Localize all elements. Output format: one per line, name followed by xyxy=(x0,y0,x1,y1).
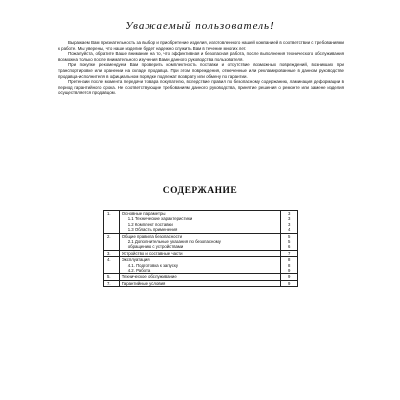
toc-page-number: 9 xyxy=(288,267,291,273)
toc-subsection-title: 4.2. Работа xyxy=(127,267,151,273)
toc-page-number: 3 xyxy=(288,216,291,222)
toc-section-number: 7. xyxy=(104,280,120,286)
intro-paragraph: Выражаем Вам признательность за выбор и приобретение изделия, изготовленного нашей компанией в соответствии с требованиями к работе. Мы уверены, что наше изделие будет надежно служить Вам в течение многих лет. xyxy=(58,40,344,51)
toc-section-number: 3. xyxy=(104,250,120,256)
toc-subsection-title: 1.1 Технические характеристики xyxy=(127,216,193,222)
toc-page-number: 9 xyxy=(288,274,291,280)
toc-page-numbers xyxy=(281,233,298,250)
toc-section-titles xyxy=(119,280,281,286)
toc-subsection-title: 2.1 Дополнительные указания по безопасному xyxy=(127,238,221,244)
toc-page-number: 9 xyxy=(288,280,291,286)
intro-paragraph: Пожалуйста, обратите Ваше внимание на то, что эффективная и безопасная работа, после выполнения технического обслуживания возможна только после внимательного изучения Вами данного руководства пользователя. xyxy=(58,51,344,62)
toc-row xyxy=(104,211,298,234)
toc-page-number: 3 xyxy=(288,211,291,216)
toc-section-number: 1. xyxy=(104,211,120,234)
toc-page-numbers xyxy=(281,280,298,286)
toc-row xyxy=(104,280,298,286)
intro-text xyxy=(58,40,344,96)
toc-section-title: Основные параметры xyxy=(121,211,166,216)
page-title: Уважаемый пользователь! xyxy=(125,20,275,32)
toc-row xyxy=(104,233,298,250)
toc-page-number: 8 xyxy=(288,262,291,268)
toc-page-number: 5 xyxy=(288,233,291,239)
toc-section-number: 4. xyxy=(104,257,120,274)
toc-section-number: 5. xyxy=(104,274,120,280)
toc-section-title: Устройство и составные части xyxy=(121,250,183,256)
toc-section-titles xyxy=(119,233,281,250)
toc-table xyxy=(103,210,298,287)
toc-section-titles xyxy=(119,257,281,274)
toc-section-titles xyxy=(119,211,281,234)
toc-section-title: Общие правила безопасности xyxy=(121,233,183,239)
toc-section-number: 2. xyxy=(104,233,120,250)
toc-section-title: Эксплуатация xyxy=(121,257,150,263)
toc-subsection-title: 4.1. Подготовка к запуску xyxy=(127,262,178,268)
toc-subsection-title: обращению с устройствами xyxy=(127,244,184,250)
toc-page-number: 6 xyxy=(288,244,291,250)
intro-paragraph: При покупке рекомендуем Вам проверить комплектность поставки и отсутствие возможных повреждений, возникших при транспортировке или хранении на складе продавца. При этом повреждения, отмеченные или рекламированные в данном руководстве продавца-исполнителя в официальном порядке подлежат возврату или обмену по гарантии. xyxy=(58,62,344,79)
toc-page-number: 3 xyxy=(288,221,291,227)
toc-page-number: 7 xyxy=(288,250,291,256)
toc-heading: СОДЕРЖАНИЕ xyxy=(162,186,238,196)
toc-subsection-title: 1.2 Комплект поставки xyxy=(127,221,173,227)
intro-paragraph: Претензии после момента передачи товара покупателю, вследствие правил по безопасному содержанию, ламинация деформации в период гарантийного срока. Не соответствующие требованиям данного руководства, принятие решения о ремонте или замене изделия осуществляется продавцом. xyxy=(58,79,344,96)
toc-section-title: Гарантийные условия xyxy=(121,280,166,286)
toc-row xyxy=(104,257,298,274)
toc-page-numbers xyxy=(281,211,298,234)
toc-section-title: Техническое обслуживание xyxy=(121,274,177,280)
toc-subsection-title: 1.3 Область применения xyxy=(127,227,178,233)
toc-page-number: 8 xyxy=(288,257,291,263)
toc-page-numbers xyxy=(281,257,298,274)
toc-page-number: 5 xyxy=(288,238,291,244)
toc-page-number: 4 xyxy=(288,227,291,233)
